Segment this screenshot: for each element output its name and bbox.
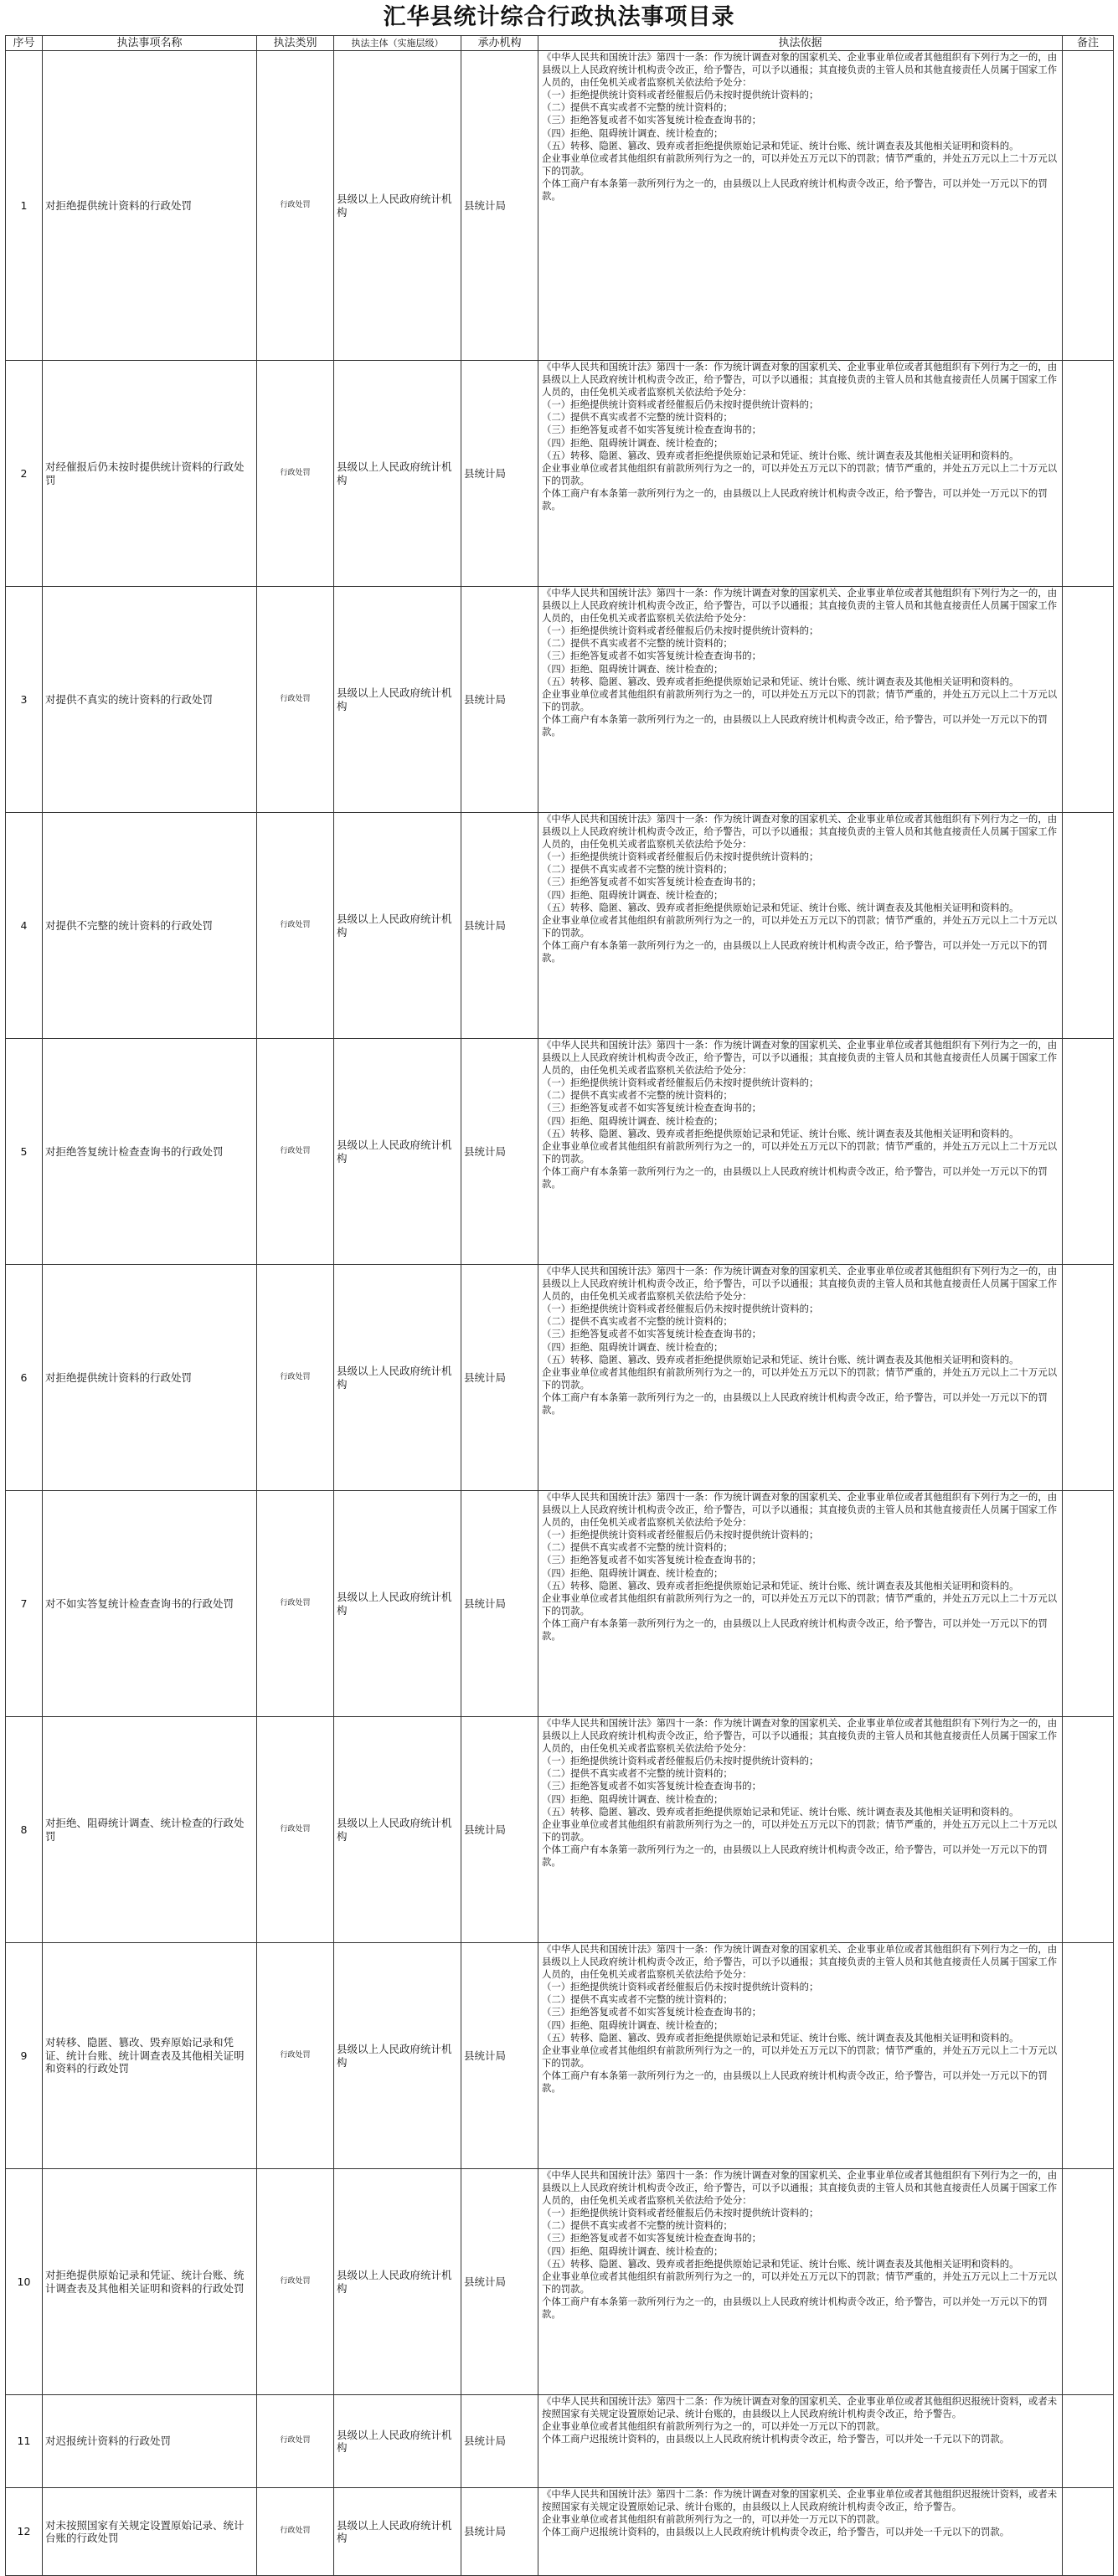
row-note xyxy=(1063,2488,1114,2576)
row-no: 9 xyxy=(6,1943,43,2169)
row-name: 对拒绝提供统计资料的行政处罚 xyxy=(43,1265,257,1491)
table-row xyxy=(6,1039,1114,1265)
table-row xyxy=(6,587,1114,813)
row-note xyxy=(1063,587,1114,813)
table-row xyxy=(6,813,1114,1039)
row-name: 对提供不完整的统计资料的行政处罚 xyxy=(43,813,257,1039)
row-body: 县级以上人民政府统计机构 xyxy=(334,587,461,813)
row-body: 县级以上人民政府统计机构 xyxy=(334,361,461,587)
row-note xyxy=(1063,813,1114,1039)
table-row xyxy=(6,1491,1114,1717)
row-name: 对不如实答复统计检查查询书的行政处罚 xyxy=(43,1491,257,1717)
row-no: 2 xyxy=(6,361,43,587)
row-note xyxy=(1063,1717,1114,1943)
row-name: 对转移、隐匿、篡改、毁弃原始记录和凭证、统计台账、统计调查表及其他相关证明和资料的行政处罚 xyxy=(43,1943,257,2169)
row-basis: 《中华人民共和国统计法》第四十一条：作为统计调查对象的国家机关、企业事业单位或者其他组织有下列行为之一的，由县级以上人民政府统计机构责令改正，给予警告，可以予以通报；其直接负责的主管人员和其他直接责任人员属于国家工作人员的，由任免机关或者监察机关依法给予处分： （一）拒绝提供统计资料或者经催报后仍未按时提供统计资料的； （二）提供不真实或者不完整的统计资料的； （三）拒绝答复或者不如实答复统计检查查询书的； （四）拒绝、阻碍统计调查、统计检查的； （五）转移、隐匿、篡改、毁弃或者拒绝提供原始记录和凭证、统计台账、统计调查表及其他相关证明和资料的。 企业事业单位或者其他组织有前款所列行为之一的，可以并处五万元以下的罚款；情节严重的，并处五万元以上二十万元以下的罚款。 个体工商户有本条第一款所列行为之一的，由县级以上人民政府统计机构责令改正，给予警告，可以并处一万元以下的罚款。 xyxy=(538,813,1063,1039)
table-row xyxy=(6,1265,1114,1491)
row-no: 11 xyxy=(6,2395,43,2488)
row-org: 县统计局 xyxy=(461,1491,538,1717)
row-org: 县统计局 xyxy=(461,1265,538,1491)
row-name: 对未按照国家有关规定设置原始记录、统计台账的行政处罚 xyxy=(43,2488,257,2576)
header-name: 执法事项名称 xyxy=(43,36,257,51)
header-no: 序号 xyxy=(6,36,43,51)
row-basis: 《中华人民共和国统计法》第四十一条：作为统计调查对象的国家机关、企业事业单位或者其他组织有下列行为之一的，由县级以上人民政府统计机构责令改正，给予警告，可以予以通报；其直接负责的主管人员和其他直接责任人员属于国家工作人员的，由任免机关或者监察机关依法给予处分： （一）拒绝提供统计资料或者经催报后仍未按时提供统计资料的； （二）提供不真实或者不完整的统计资料的； （三）拒绝答复或者不如实答复统计检查查询书的； （四）拒绝、阻碍统计调查、统计检查的； （五）转移、隐匿、篡改、毁弃或者拒绝提供原始记录和凭证、统计台账、统计调查表及其他相关证明和资料的。 企业事业单位或者其他组织有前款所列行为之一的，可以并处五万元以下的罚款；情节严重的，并处五万元以上二十万元以下的罚款。 个体工商户有本条第一款所列行为之一的，由县级以上人民政府统计机构责令改正，给予警告，可以并处一万元以下的罚款。 xyxy=(538,1717,1063,1943)
row-basis: 《中华人民共和国统计法》第四十一条：作为统计调查对象的国家机关、企业事业单位或者其他组织有下列行为之一的，由县级以上人民政府统计机构责令改正，给予警告，可以予以通报；其直接负责的主管人员和其他直接责任人员属于国家工作人员的，由任免机关或者监察机关依法给予处分： （一）拒绝提供统计资料或者经催报后仍未按时提供统计资料的； （二）提供不真实或者不完整的统计资料的； （三）拒绝答复或者不如实答复统计检查查询书的； （四）拒绝、阻碍统计调查、统计检查的； （五）转移、隐匿、篡改、毁弃或者拒绝提供原始记录和凭证、统计台账、统计调查表及其他相关证明和资料的。 企业事业单位或者其他组织有前款所列行为之一的，可以并处五万元以下的罚款；情节严重的，并处五万元以上二十万元以下的罚款。 个体工商户有本条第一款所列行为之一的，由县级以上人民政府统计机构责令改正，给予警告，可以并处一万元以下的罚款。 xyxy=(538,2169,1063,2395)
row-org: 县统计局 xyxy=(461,813,538,1039)
row-note xyxy=(1063,1491,1114,1717)
table-row xyxy=(6,1943,1114,2169)
row-body: 县级以上人民政府统计机构 xyxy=(334,2395,461,2488)
row-no: 1 xyxy=(6,51,43,361)
row-category: 行政处罚 xyxy=(257,1717,334,1943)
row-body: 县级以上人民政府统计机构 xyxy=(334,1039,461,1265)
row-no: 5 xyxy=(6,1039,43,1265)
row-no: 6 xyxy=(6,1265,43,1491)
row-basis: 《中华人民共和国统计法》第四十一条：作为统计调查对象的国家机关、企业事业单位或者其他组织有下列行为之一的，由县级以上人民政府统计机构责令改正，给予警告，可以予以通报；其直接负责的主管人员和其他直接责任人员属于国家工作人员的，由任免机关或者监察机关依法给予处分： （一）拒绝提供统计资料或者经催报后仍未按时提供统计资料的； （二）提供不真实或者不完整的统计资料的； （三）拒绝答复或者不如实答复统计检查查询书的； （四）拒绝、阻碍统计调查、统计检查的； （五）转移、隐匿、篡改、毁弃或者拒绝提供原始记录和凭证、统计台账、统计调查表及其他相关证明和资料的。 企业事业单位或者其他组织有前款所列行为之一的，可以并处五万元以下的罚款；情节严重的，并处五万元以上二十万元以下的罚款。 个体工商户有本条第一款所列行为之一的，由县级以上人民政府统计机构责令改正，给予警告，可以并处一万元以下的罚款。 xyxy=(538,1491,1063,1717)
row-note xyxy=(1063,2169,1114,2395)
row-no: 8 xyxy=(6,1717,43,1943)
row-org: 县统计局 xyxy=(461,587,538,813)
row-org: 县统计局 xyxy=(461,2488,538,2576)
row-body: 县级以上人民政府统计机构 xyxy=(334,1265,461,1491)
header-basis: 执法依据 xyxy=(538,36,1063,51)
row-category: 行政处罚 xyxy=(257,2488,334,2576)
header-category: 执法类别 xyxy=(257,36,334,51)
row-basis: 《中华人民共和国统计法》第四十一条：作为统计调查对象的国家机关、企业事业单位或者其他组织有下列行为之一的，由县级以上人民政府统计机构责令改正，给予警告，可以予以通报；其直接负责的主管人员和其他直接责任人员属于国家工作人员的，由任免机关或者监察机关依法给予处分： （一）拒绝提供统计资料或者经催报后仍未按时提供统计资料的； （二）提供不真实或者不完整的统计资料的； （三）拒绝答复或者不如实答复统计检查查询书的； （四）拒绝、阻碍统计调查、统计检查的； （五）转移、隐匿、篡改、毁弃或者拒绝提供原始记录和凭证、统计台账、统计调查表及其他相关证明和资料的。 企业事业单位或者其他组织有前款所列行为之一的，可以并处五万元以下的罚款；情节严重的，并处五万元以上二十万元以下的罚款。 个体工商户有本条第一款所列行为之一的，由县级以上人民政府统计机构责令改正，给予警告，可以并处一万元以下的罚款。 xyxy=(538,1039,1063,1265)
row-basis: 《中华人民共和国统计法》第四十一条：作为统计调查对象的国家机关、企业事业单位或者其他组织有下列行为之一的，由县级以上人民政府统计机构责令改正，给予警告，可以予以通报；其直接负责的主管人员和其他直接责任人员属于国家工作人员的，由任免机关或者监察机关依法给予处分： （一）拒绝提供统计资料或者经催报后仍未按时提供统计资料的； （二）提供不真实或者不完整的统计资料的； （三）拒绝答复或者不如实答复统计检查查询书的； （四）拒绝、阻碍统计调查、统计检查的； （五）转移、隐匿、篡改、毁弃或者拒绝提供原始记录和凭证、统计台账、统计调查表及其他相关证明和资料的。 企业事业单位或者其他组织有前款所列行为之一的，可以并处五万元以下的罚款；情节严重的，并处五万元以上二十万元以下的罚款。 个体工商户有本条第一款所列行为之一的，由县级以上人民政府统计机构责令改正，给予警告，可以并处一万元以下的罚款。 xyxy=(538,587,1063,813)
row-no: 4 xyxy=(6,813,43,1039)
header-note: 备注 xyxy=(1063,36,1114,51)
row-org: 县统计局 xyxy=(461,2169,538,2395)
row-org: 县统计局 xyxy=(461,1943,538,2169)
row-basis: 《中华人民共和国统计法》第四十二条：作为统计调查对象的国家机关、企业事业单位或者其他组织迟报统计资料，或者未按照国家有关规定设置原始记录、统计台账的，由县级以上人民政府统计机构责令改正，给予警告。 企业事业单位或者其他组织有前款所列行为之一的，可以并处一万元以下的罚款。 个体工商户迟报统计资料的，由县级以上人民政府统计机构责令改正，给予警告，可以并处一千元以下的罚款。 xyxy=(538,2395,1063,2488)
page-title: 汇华县统计综合行政执法事项目录 xyxy=(383,4,735,30)
row-no: 10 xyxy=(6,2169,43,2395)
row-org: 县统计局 xyxy=(461,361,538,587)
row-basis: 《中华人民共和国统计法》第四十一条：作为统计调查对象的国家机关、企业事业单位或者其他组织有下列行为之一的，由县级以上人民政府统计机构责令改正，给予警告，可以予以通报；其直接负责的主管人员和其他直接责任人员属于国家工作人员的，由任免机关或者监察机关依法给予处分： （一）拒绝提供统计资料或者经催报后仍未按时提供统计资料的； （二）提供不真实或者不完整的统计资料的； （三）拒绝答复或者不如实答复统计检查查询书的； （四）拒绝、阻碍统计调查、统计检查的； （五）转移、隐匿、篡改、毁弃或者拒绝提供原始记录和凭证、统计台账、统计调查表及其他相关证明和资料的。 企业事业单位或者其他组织有前款所列行为之一的，可以并处五万元以下的罚款；情节严重的，并处五万元以上二十万元以下的罚款。 个体工商户有本条第一款所列行为之一的，由县级以上人民政府统计机构责令改正，给予警告，可以并处一万元以下的罚款。 xyxy=(538,51,1063,361)
row-body: 县级以上人民政府统计机构 xyxy=(334,51,461,361)
row-org: 县统计局 xyxy=(461,2395,538,2488)
row-name: 对迟报统计资料的行政处罚 xyxy=(43,2395,257,2488)
row-name: 对拒绝、阻碍统计调查、统计检查的行政处罚 xyxy=(43,1717,257,1943)
row-org: 县统计局 xyxy=(461,1717,538,1943)
row-no: 3 xyxy=(6,587,43,813)
row-body: 县级以上人民政府统计机构 xyxy=(334,1943,461,2169)
row-category: 行政处罚 xyxy=(257,51,334,361)
row-note xyxy=(1063,51,1114,361)
table-row xyxy=(6,1717,1114,1943)
row-note xyxy=(1063,1039,1114,1265)
enforcement-table xyxy=(5,35,1114,2576)
row-body: 县级以上人民政府统计机构 xyxy=(334,2488,461,2576)
row-category: 行政处罚 xyxy=(257,2169,334,2395)
row-body: 县级以上人民政府统计机构 xyxy=(334,1491,461,1717)
row-name: 对拒绝提供统计资料的行政处罚 xyxy=(43,51,257,361)
row-no: 7 xyxy=(6,1491,43,1717)
row-basis: 《中华人民共和国统计法》第四十二条：作为统计调查对象的国家机关、企业事业单位或者其他组织迟报统计资料，或者未按照国家有关规定设置原始记录、统计台账的，由县级以上人民政府统计机构责令改正，给予警告。 企业事业单位或者其他组织有前款所列行为之一的，可以并处一万元以下的罚款。 个体工商户迟报统计资料的，由县级以上人民政府统计机构责令改正，给予警告，可以并处一千元以下的罚款。 xyxy=(538,2488,1063,2576)
row-category: 行政处罚 xyxy=(257,587,334,813)
row-org: 县统计局 xyxy=(461,1039,538,1265)
row-category: 行政处罚 xyxy=(257,361,334,587)
row-basis: 《中华人民共和国统计法》第四十一条：作为统计调查对象的国家机关、企业事业单位或者其他组织有下列行为之一的，由县级以上人民政府统计机构责令改正，给予警告，可以予以通报；其直接负责的主管人员和其他直接责任人员属于国家工作人员的，由任免机关或者监察机关依法给予处分： （一）拒绝提供统计资料或者经催报后仍未按时提供统计资料的； （二）提供不真实或者不完整的统计资料的； （三）拒绝答复或者不如实答复统计检查查询书的； （四）拒绝、阻碍统计调查、统计检查的； （五）转移、隐匿、篡改、毁弃或者拒绝提供原始记录和凭证、统计台账、统计调查表及其他相关证明和资料的。 企业事业单位或者其他组织有前款所列行为之一的，可以并处五万元以下的罚款；情节严重的，并处五万元以上二十万元以下的罚款。 个体工商户有本条第一款所列行为之一的，由县级以上人民政府统计机构责令改正，给予警告，可以并处一万元以下的罚款。 xyxy=(538,361,1063,587)
table-row xyxy=(6,361,1114,587)
row-note xyxy=(1063,2395,1114,2488)
row-body: 县级以上人民政府统计机构 xyxy=(334,2169,461,2395)
row-body: 县级以上人民政府统计机构 xyxy=(334,813,461,1039)
row-note xyxy=(1063,1265,1114,1491)
row-name: 对提供不真实的统计资料的行政处罚 xyxy=(43,587,257,813)
row-name: 对拒绝提供原始记录和凭证、统计台账、统计调查表及其他相关证明和资料的行政处罚 xyxy=(43,2169,257,2395)
table-row xyxy=(6,2488,1114,2576)
row-category: 行政处罚 xyxy=(257,1265,334,1491)
header-org: 承办机构 xyxy=(461,36,538,51)
row-org: 县统计局 xyxy=(461,51,538,361)
row-category: 行政处罚 xyxy=(257,813,334,1039)
header-body: 执法主体（实施层级） xyxy=(334,36,461,51)
row-name: 对拒绝答复统计检查查询书的行政处罚 xyxy=(43,1039,257,1265)
row-category: 行政处罚 xyxy=(257,1943,334,2169)
row-note xyxy=(1063,1943,1114,2169)
table-row xyxy=(6,2395,1114,2488)
row-category: 行政处罚 xyxy=(257,1491,334,1717)
row-body: 县级以上人民政府统计机构 xyxy=(334,1717,461,1943)
row-basis: 《中华人民共和国统计法》第四十一条：作为统计调查对象的国家机关、企业事业单位或者其他组织有下列行为之一的，由县级以上人民政府统计机构责令改正，给予警告，可以予以通报；其直接负责的主管人员和其他直接责任人员属于国家工作人员的，由任免机关或者监察机关依法给予处分： （一）拒绝提供统计资料或者经催报后仍未按时提供统计资料的； （二）提供不真实或者不完整的统计资料的； （三）拒绝答复或者不如实答复统计检查查询书的； （四）拒绝、阻碍统计调查、统计检查的； （五）转移、隐匿、篡改、毁弃或者拒绝提供原始记录和凭证、统计台账、统计调查表及其他相关证明和资料的。 企业事业单位或者其他组织有前款所列行为之一的，可以并处五万元以下的罚款；情节严重的，并处五万元以上二十万元以下的罚款。 个体工商户有本条第一款所列行为之一的，由县级以上人民政府统计机构责令改正，给予警告，可以并处一万元以下的罚款。 xyxy=(538,1943,1063,2169)
table-row xyxy=(6,2169,1114,2395)
row-category: 行政处罚 xyxy=(257,2395,334,2488)
row-category: 行政处罚 xyxy=(257,1039,334,1265)
table-row xyxy=(6,51,1114,361)
row-note xyxy=(1063,361,1114,587)
row-no: 12 xyxy=(6,2488,43,2576)
row-name: 对经催报后仍未按时提供统计资料的行政处罚 xyxy=(43,361,257,587)
header-row xyxy=(6,36,1114,51)
row-basis: 《中华人民共和国统计法》第四十一条：作为统计调查对象的国家机关、企业事业单位或者其他组织有下列行为之一的，由县级以上人民政府统计机构责令改正，给予警告，可以予以通报；其直接负责的主管人员和其他直接责任人员属于国家工作人员的，由任免机关或者监察机关依法给予处分： （一）拒绝提供统计资料或者经催报后仍未按时提供统计资料的； （二）提供不真实或者不完整的统计资料的； （三）拒绝答复或者不如实答复统计检查查询书的； （四）拒绝、阻碍统计调查、统计检查的； （五）转移、隐匿、篡改、毁弃或者拒绝提供原始记录和凭证、统计台账、统计调查表及其他相关证明和资料的。 企业事业单位或者其他组织有前款所列行为之一的，可以并处五万元以下的罚款；情节严重的，并处五万元以上二十万元以下的罚款。 个体工商户有本条第一款所列行为之一的，由县级以上人民政府统计机构责令改正，给予警告，可以并处一万元以下的罚款。 xyxy=(538,1265,1063,1491)
